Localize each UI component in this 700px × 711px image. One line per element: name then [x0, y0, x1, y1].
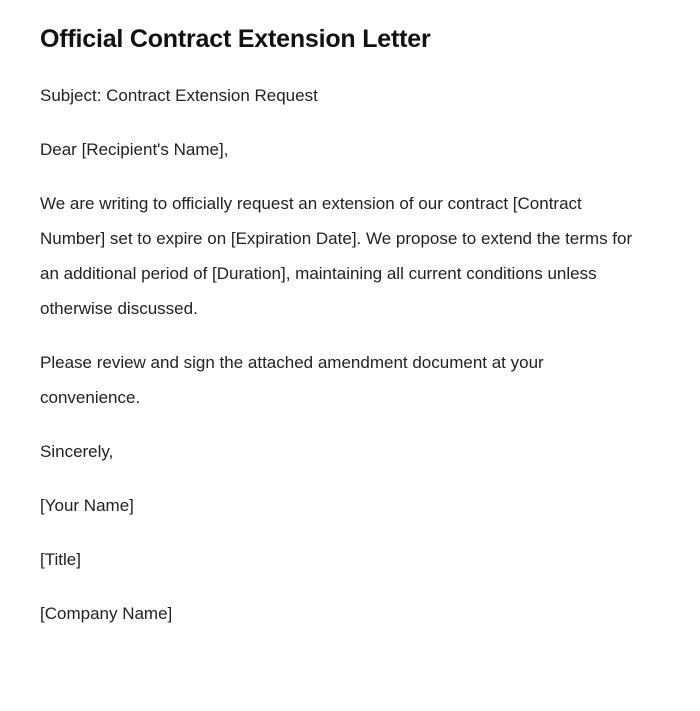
body-paragraph-2: Please review and sign the attached amendment document at your convenience.: [40, 353, 544, 407]
signature-company: [Company Name]: [40, 604, 173, 623]
closing: Sincerely,: [40, 442, 114, 461]
signature-name: [Your Name]: [40, 496, 134, 515]
salutation: Dear [Recipient's Name],: [40, 140, 229, 159]
page-title: Official Contract Extension Letter: [40, 25, 431, 53]
body-paragraph-1: We are writing to officially request an extension of our contract [Contract Number] set to expire on [Expiration Date]. We propose to extend the terms for an additional period of [Duration], maintaining all current conditions unless otherwise discussed.: [40, 194, 633, 318]
signature-title: [Title]: [40, 550, 81, 569]
subject-line: Subject: Contract Extension Request: [40, 86, 318, 105]
